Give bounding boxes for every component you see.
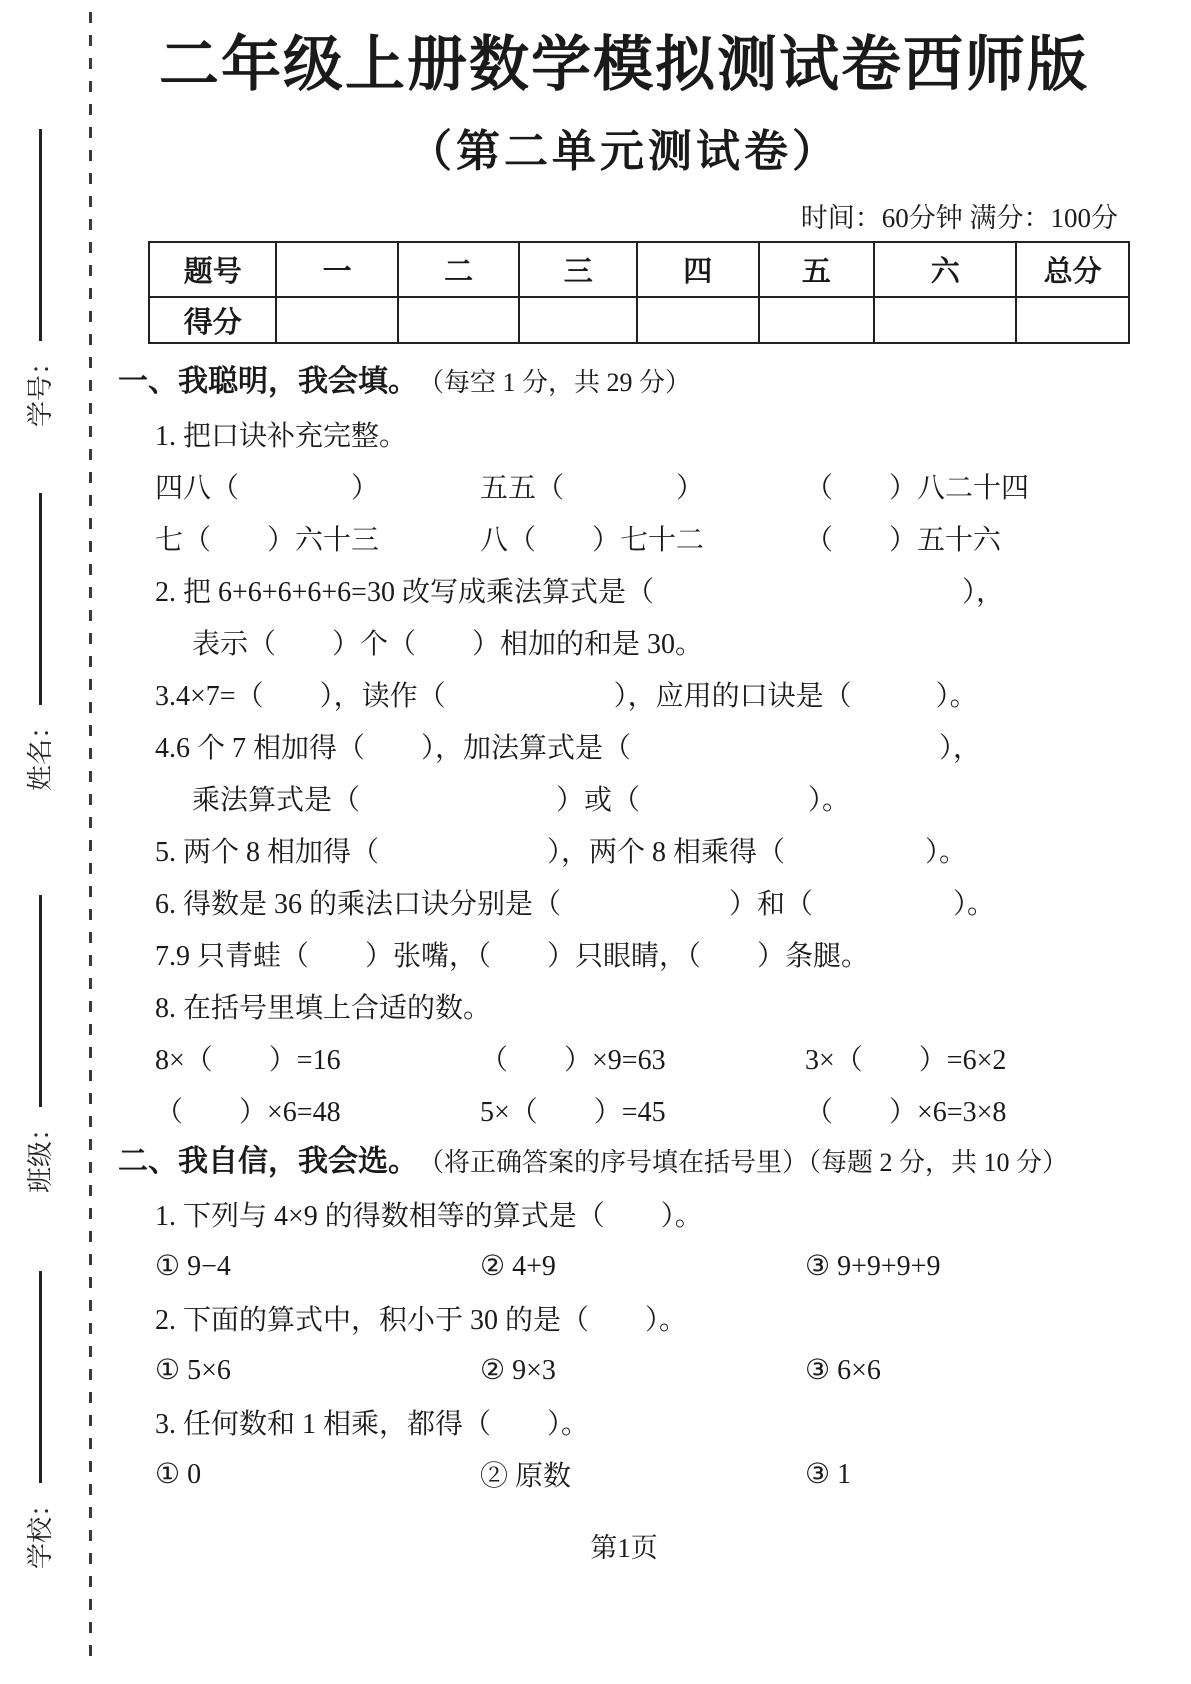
school-label: 学校： — [25, 1490, 55, 1569]
choice-option: ① 9−4 — [155, 1251, 231, 1283]
fill-blank-equation: 8×（ ）=16 — [155, 1045, 341, 1077]
score-table-header-row — [149, 242, 1129, 297]
section2-title: 二、我自信，我会选。 — [118, 1145, 418, 1179]
score-table-score-row — [149, 297, 1129, 343]
name-label: 姓名： — [25, 712, 55, 791]
fill-blank-equation: （ ）×6=3×8 — [805, 1097, 1007, 1129]
s1-q1-row2 — [118, 512, 1130, 564]
sidebar-field-student-id — [19, 87, 57, 427]
s1-question5: 5. 两个 8 相加得（ ），两个 8 相乘得（ ）。 — [155, 837, 968, 869]
s1-question7: 7.9 只青蛙（ ）张嘴，（ ）只眼睛，（ ）条腿。 — [155, 941, 870, 973]
fill-blank-item: 七（ ）六十三 — [155, 525, 380, 557]
s1-question2-cont: 表示（ ）个（ ）相加的和是 30。 — [192, 629, 704, 661]
score-table — [148, 241, 1130, 344]
s1-q8-row1 — [118, 1032, 1130, 1084]
choice-option: ② 原数 — [480, 1461, 572, 1493]
section1-title: 一、我聪明，我会填。 — [118, 365, 418, 399]
score-cell-empty — [398, 297, 520, 343]
s1-q1-row1 — [118, 460, 1130, 512]
section1-note: （每空 1 分，共 29 分） — [418, 368, 692, 398]
s2-q3-options — [118, 1448, 1130, 1500]
s2-question3: 3. 任何数和 1 相乘，都得（ ）。 — [155, 1409, 590, 1441]
score-cell-empty — [637, 297, 759, 343]
choice-option: ③ 9+9+9+9 — [805, 1251, 941, 1283]
choice-option: ② 9×3 — [480, 1355, 556, 1387]
exam-meta: 时间：60分钟 满分：100分 — [800, 203, 1118, 234]
class-blank-line — [39, 895, 42, 1107]
s2-question2: 2. 下面的算式中，积小于 30 的是（ ）。 — [155, 1305, 688, 1337]
score-table-header-cell: 总分 — [1016, 242, 1129, 297]
school-blank-line — [39, 1271, 42, 1483]
s1-question4: 4.6 个 7 相加得（ ），加法算式是（ ）， — [155, 733, 982, 765]
fill-blank-equation: 3×（ ）=6×2 — [805, 1045, 1007, 1077]
score-row-label: 得分 — [149, 297, 276, 343]
name-blank-line — [39, 493, 42, 705]
section1-header — [118, 356, 1130, 408]
choice-option: ③ 1 — [805, 1459, 852, 1491]
score-cell-empty — [874, 297, 1016, 343]
choice-option: ② 4+9 — [480, 1251, 556, 1283]
s2-q1-options — [118, 1240, 1130, 1292]
fill-blank-item: 五五（ ） — [480, 473, 705, 505]
s1-question4-cont: 乘法算式是（ ）或（ ）。 — [192, 785, 851, 817]
dashed-cut-line — [89, 12, 92, 1662]
choice-option: ① 0 — [155, 1459, 202, 1491]
fill-blank-equation: （ ）×9=63 — [480, 1045, 666, 1077]
s1-question6: 6. 得数是 36 的乘法口诀分别是（ ）和（ ）。 — [155, 889, 996, 921]
page-number: 第1页 — [590, 1533, 658, 1564]
page-title: 二年级上册数学模拟测试卷西师版 — [159, 32, 1089, 98]
fill-blank-item: （ ）八二十四 — [805, 473, 1030, 505]
choice-option: ① 5×6 — [155, 1355, 231, 1387]
score-table-header-cell: 二 — [398, 242, 520, 297]
fill-blank-item: 四八（ ） — [155, 473, 380, 505]
score-cell-empty — [759, 297, 875, 343]
s2-q2-options — [118, 1344, 1130, 1396]
score-cell-empty — [1016, 297, 1129, 343]
sidebar-field-name — [19, 451, 57, 791]
s1-q8-row2 — [118, 1084, 1130, 1136]
s1-question3: 3.4×7=（ ），读作（ ），应用的口诀是（ ）。 — [155, 681, 978, 713]
score-table-header-cell: 六 — [874, 242, 1016, 297]
section2-note: （将正确答案的序号填在括号里）（每题 2 分，共 10 分） — [418, 1148, 1069, 1178]
fill-blank-item: 八（ ）七十二 — [480, 525, 705, 557]
score-table-header-cell: 五 — [759, 242, 875, 297]
score-table-header-cell: 一 — [276, 242, 398, 297]
student-id-label: 学号： — [25, 348, 55, 427]
score-table-header-cell: 四 — [637, 242, 759, 297]
question-body — [118, 356, 1130, 1500]
s1-question8: 8. 在括号里填上合适的数。 — [155, 993, 492, 1025]
sidebar-field-class — [19, 853, 57, 1193]
score-cell-empty — [276, 297, 398, 343]
paper-main-column — [118, 26, 1130, 1565]
student-id-blank-line — [39, 129, 42, 341]
s1-question2: 2. 把 6+6+6+6+6=30 改写成乘法算式是（ ）， — [155, 577, 1004, 609]
s1-question1: 1. 把口诀补充完整。 — [155, 421, 408, 453]
sidebar-field-school — [19, 1229, 57, 1569]
fill-blank-equation: （ ）×6=48 — [155, 1097, 341, 1129]
page-subtitle: （第二单元测试卷） — [408, 127, 840, 176]
score-table-header-cell: 题号 — [149, 242, 276, 297]
s2-question1: 1. 下列与 4×9 的得数相等的算式是（ ）。 — [155, 1201, 703, 1233]
fill-blank-equation: 5×（ ）=45 — [480, 1097, 666, 1129]
fill-blank-item: （ ）五十六 — [805, 525, 1002, 557]
score-cell-empty — [519, 297, 637, 343]
score-table-header-cell: 三 — [519, 242, 637, 297]
choice-option: ③ 6×6 — [805, 1355, 881, 1387]
class-label: 班级： — [25, 1114, 55, 1193]
section2-header — [118, 1136, 1130, 1188]
